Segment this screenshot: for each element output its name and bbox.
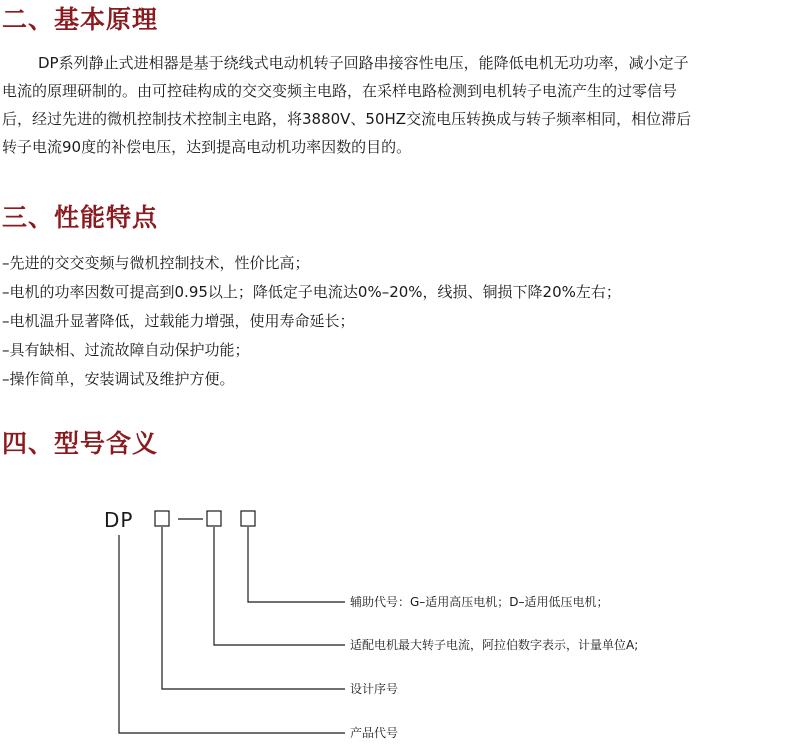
section-title-features: 三、性能特点	[2, 203, 159, 232]
paragraph-line: 后，经过先进的微机控制技术控制主电路，将3880V、50HZ交流电压转换成与转子频率相同，相位滞后	[2, 110, 692, 128]
leader-line-product	[119, 535, 345, 733]
paragraph-line: 电流的原理研制的。由可控硅构成的交交变频主电路，在采样电路检测到电机转子电流产生的过零信号	[2, 82, 678, 100]
leader-line-current	[214, 527, 345, 645]
code-box-current	[207, 511, 221, 526]
paragraph-line: 转子电流90度的补偿电压，达到提高电动机功率因数的目的。	[2, 138, 412, 156]
leader-line-auxiliary	[248, 527, 345, 602]
code-box-auxiliary	[241, 511, 255, 526]
feature-item: –电机的功率因数可提高到0.95以上；降低定子电流达0%–20%，线损、铜损下降20%左右；	[2, 283, 621, 301]
feature-item: –先进的交交变频与微机控制技术，性价比高；	[2, 254, 310, 272]
feature-item: –电机温升显著降低，过载能力增强，使用寿命延长；	[2, 312, 355, 330]
feature-item: –操作简单，安装调试及维护方便。	[2, 370, 235, 388]
label-rotor-current: 适配电机最大转子电流，阿拉伯数字表示，计量单位A;	[350, 638, 639, 652]
label-auxiliary-code: 辅助代号：G–适用高压电机；D–适用低压电机；	[350, 595, 609, 609]
label-product-code: 产品代号	[350, 726, 399, 740]
code-box-design	[155, 511, 169, 526]
section-title-model-meaning: 四、型号含义	[2, 429, 159, 458]
model-code-prefix: DP	[104, 508, 134, 532]
section-title-principle: 二、基本原理	[2, 5, 159, 34]
paragraph-line: DP系列静止式进相器是基于绕线式电动机转子回路串接容性电压，能降低电机无功功率，减小定子	[38, 54, 689, 72]
leader-line-design	[162, 527, 345, 689]
feature-item: –具有缺相、过流故障自动保护功能；	[2, 341, 250, 359]
label-design-number: 设计序号	[350, 682, 399, 696]
